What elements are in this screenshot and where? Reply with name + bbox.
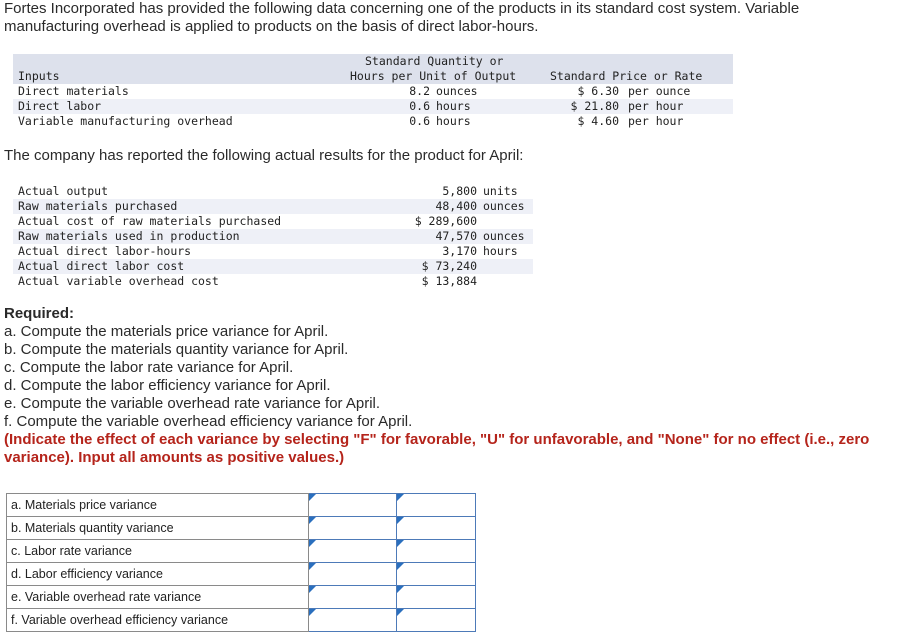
- answer-row: [7, 609, 476, 632]
- dropdown-marker-icon: [309, 563, 316, 570]
- standards-row-qty: 0.6: [409, 114, 430, 128]
- actual-row: [13, 214, 533, 229]
- standards-row-price-unit: per hour: [628, 114, 684, 128]
- standards-row: [13, 99, 733, 114]
- required-item: e. Compute the variable overhead rate variance for April.: [4, 395, 381, 412]
- actual-row-value: 47,570: [435, 229, 477, 243]
- actual-row: [13, 259, 533, 274]
- instruction-note: (Indicate the effect of each variance by selecting "F" for favorable, "U" for unfavorable, and "None" for no effect (i.e., zero variance). Input all amounts as positive values.): [4, 431, 870, 466]
- effect-select[interactable]: [397, 517, 476, 540]
- required-item: c. Compute the labor rate variance for April.: [4, 359, 294, 376]
- standards-row: [13, 84, 733, 99]
- dropdown-marker-icon: [397, 494, 404, 501]
- effect-select[interactable]: [397, 540, 476, 563]
- actual-row-label: Raw materials used in production: [18, 229, 240, 243]
- effect-select[interactable]: [397, 494, 476, 517]
- amount-input[interactable]: [309, 540, 397, 563]
- answer-row: [7, 494, 476, 517]
- standards-row-price-unit: per ounce: [628, 84, 691, 98]
- required-item: d. Compute the labor efficiency variance for April.: [4, 377, 331, 394]
- answer-row: [7, 563, 476, 586]
- dropdown-marker-icon: [309, 540, 316, 547]
- header-qty-line1: Standard Quantity or: [365, 54, 504, 68]
- required-item: a. Compute the materials price variance for April.: [4, 323, 329, 340]
- amount-input[interactable]: [309, 494, 397, 517]
- actual-row-label: Actual direct labor cost: [18, 259, 185, 273]
- standards-row: [13, 114, 733, 129]
- answer-row-label: e. Variable overhead rate variance: [7, 586, 309, 609]
- actual-row-value: 3,170: [442, 244, 477, 258]
- required-title: Required:: [4, 305, 75, 322]
- header-price: Standard Price or Rate: [550, 69, 703, 83]
- standards-row-qty: 0.6: [409, 99, 430, 113]
- actual-row-value: $ 13,884: [421, 274, 477, 288]
- dropdown-marker-icon: [309, 494, 316, 501]
- dropdown-marker-icon: [309, 517, 316, 524]
- actual-row-unit: units: [483, 184, 518, 198]
- answer-row-label: b. Materials quantity variance: [7, 517, 309, 540]
- problem-intro: Fortes Incorporated has provided the following data concerning one of the products in its standard cost system. Variable manufacturing overhead is applied to products on the basis of direct labor-hours.: [4, 0, 800, 35]
- actual-row-unit: ounces: [483, 229, 525, 243]
- standards-row-label: Direct materials: [18, 84, 129, 98]
- actual-row-label: Actual cost of raw materials purchased: [18, 214, 282, 228]
- standards-table: [13, 54, 733, 131]
- standards-row-qty: 8.2: [409, 84, 430, 98]
- standards-row-qty-unit: hours: [436, 114, 471, 128]
- answer-row-label: d. Labor efficiency variance: [7, 563, 309, 586]
- header-inputs: Inputs: [18, 69, 60, 83]
- effect-select[interactable]: [397, 563, 476, 586]
- dropdown-marker-icon: [397, 540, 404, 547]
- required-section: [4, 305, 889, 467]
- amount-input[interactable]: [309, 586, 397, 609]
- actual-row-label: Raw materials purchased: [18, 199, 178, 213]
- answer-row-label: a. Materials price variance: [7, 494, 309, 517]
- dropdown-marker-icon: [309, 586, 316, 593]
- amount-input[interactable]: [309, 563, 397, 586]
- answer-row: [7, 586, 476, 609]
- actual-row-value: $ 73,240: [421, 259, 477, 273]
- actual-row-label: Actual direct labor-hours: [18, 244, 192, 258]
- actual-row-value: 5,800: [442, 184, 477, 198]
- amount-input[interactable]: [309, 609, 397, 632]
- dropdown-marker-icon: [397, 586, 404, 593]
- actual-results-intro: The company has reported the following actual results for the product for April:: [4, 147, 524, 164]
- actual-row-value: 48,400: [435, 199, 477, 213]
- standards-row-qty-unit: hours: [436, 99, 471, 113]
- actual-row: [13, 244, 533, 259]
- dropdown-marker-icon: [397, 609, 404, 616]
- actual-row-value: $ 289,600: [414, 214, 477, 228]
- dropdown-marker-icon: [309, 609, 316, 616]
- standards-header: [13, 54, 733, 84]
- answer-row-label: c. Labor rate variance: [7, 540, 309, 563]
- standards-row-label: Direct labor: [18, 99, 102, 113]
- answer-row: [7, 517, 476, 540]
- required-item: f. Compute the variable overhead efficiency variance for April.: [4, 413, 413, 430]
- actual-row: [13, 199, 533, 214]
- actual-row-unit: ounces: [483, 199, 525, 213]
- standards-row-price: $ 6.30: [577, 84, 619, 98]
- dropdown-marker-icon: [397, 517, 404, 524]
- actual-row-unit: hours: [483, 244, 518, 258]
- actual-row: [13, 229, 533, 244]
- amount-input[interactable]: [309, 517, 397, 540]
- required-item: b. Compute the materials quantity variance for April.: [4, 341, 349, 358]
- answer-row-label: f. Variable overhead efficiency variance: [7, 609, 309, 632]
- effect-select[interactable]: [397, 586, 476, 609]
- header-qty-line2: Hours per Unit of Output: [350, 69, 517, 83]
- actual-row: [13, 274, 533, 289]
- actual-row-label: Actual output: [18, 184, 109, 198]
- actual-row: [13, 184, 533, 199]
- effect-select[interactable]: [397, 609, 476, 632]
- dropdown-marker-icon: [397, 563, 404, 570]
- standards-row-label: Variable manufacturing overhead: [18, 114, 233, 128]
- standards-row-price-unit: per hour: [628, 99, 684, 113]
- answer-row: [7, 540, 476, 563]
- standards-row-price: $ 21.80: [570, 99, 619, 113]
- answer-table: [6, 493, 476, 632]
- standards-row-price: $ 4.60: [577, 114, 619, 128]
- actual-row-label: Actual variable overhead cost: [18, 274, 219, 288]
- standards-row-qty-unit: ounces: [436, 84, 478, 98]
